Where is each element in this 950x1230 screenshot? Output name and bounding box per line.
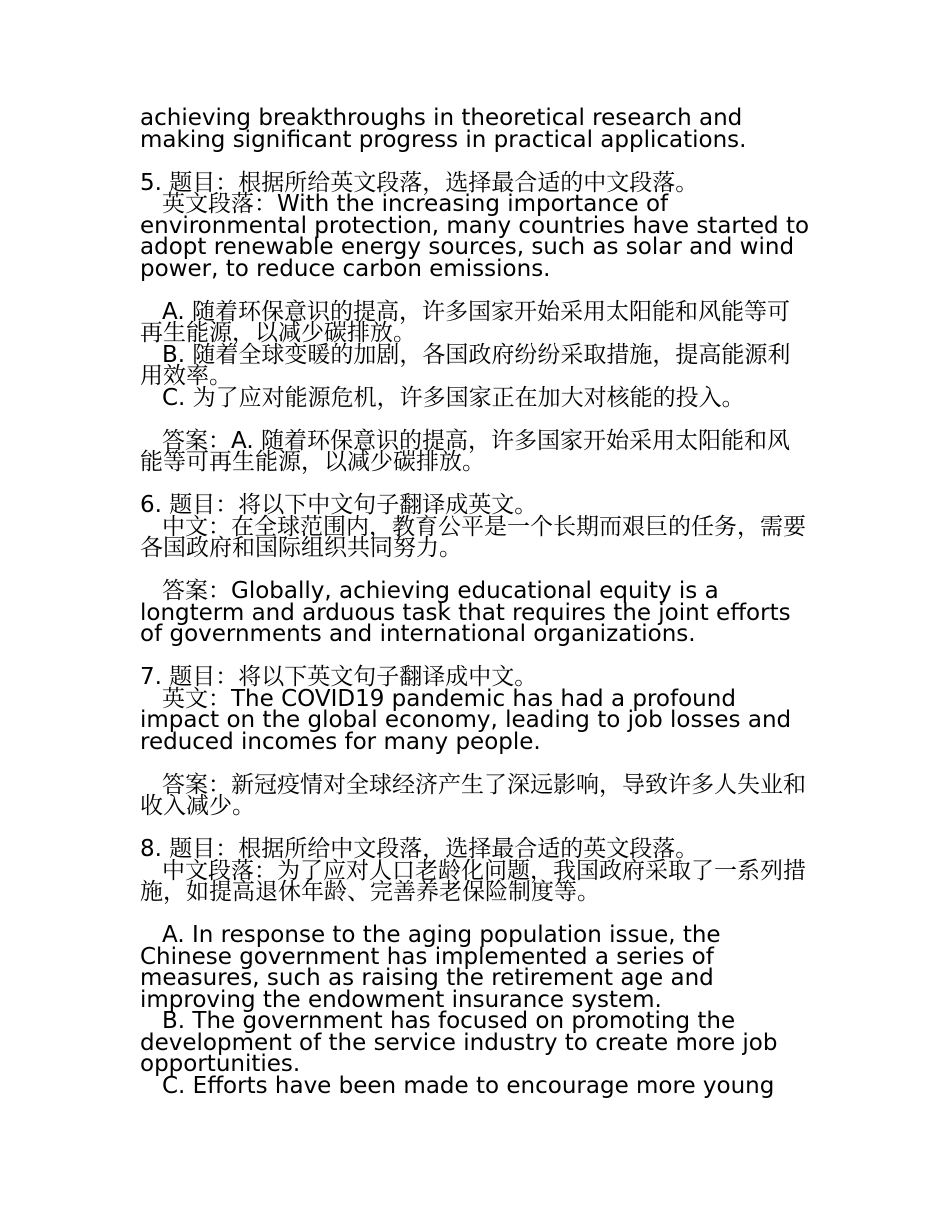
document-body (140, 105, 812, 1099)
document-paragraph: B. The government has focused on promoting the development of the service industry to create more job opportunities. (140, 1008, 778, 1077)
document-paragraph: 6. 题目：将以下中文句子翻译成英文。 (140, 492, 538, 518)
document-paragraph: A. 随着环保意识的提高，许多国家开始采用太阳能和风能等可再生能源，以减少碳排放。 (140, 298, 790, 346)
document-paragraph: 7. 题目：将以下英文句子翻译成中文。 (140, 664, 538, 690)
document-paragraph: 8. 题目：根据所给中文段落，选择最合适的英文段落。 (140, 836, 699, 862)
document-paragraph: A. In response to the aging population issue, the Chinese government has implemented a series of measures, such as raising the retirement age and improving the endowment insurance system. (140, 922, 721, 1013)
document-paragraph: 答案：Globally, achieving educational equity is a longterm and arduous task that requires the joint efforts of governments and international organizations. (140, 578, 791, 647)
document-paragraph: 5. 题目：根据所给英文段落，选择最合适的中文段落。 (140, 169, 699, 196)
document-paragraph: C. 为了应对能源危机，许多国家正在加大对核能的投入。 (162, 384, 745, 411)
document-paragraph: 中文段落：为了应对人口老龄化问题，我国政府采取了一系列措施，如提高退休年龄、完善养老保险制度等。 (140, 857, 806, 905)
document-paragraph: B. 随着全球变暖的加剧，各国政府纷纷采取措施，提高能源利用效率。 (140, 341, 791, 389)
document-paragraph: 英文段落：With the increasing importance of environmental protection, many countries have started to adopt renewable energy sources, such as solar and wind power, to reduce carbon emissions. (140, 191, 810, 282)
document-paragraph: 答案：新冠疫情对全球经济产生了深远影响，导致许多人失业和收入减少。 (140, 771, 806, 819)
document-paragraph: achieving breakthroughs in theoretical research and making significant progress in practical applications. (140, 105, 747, 153)
document-paragraph: 英文：The COVID19 pandemic has had a profound impact on the global economy, leading to job losses and reduced incomes for many people. (140, 685, 792, 755)
document-paragraph: 答案：A. 随着环保意识的提高，许多国家开始采用太阳能和风能等可再生能源，以减少碳排放。 (140, 427, 790, 475)
document-paragraph: 中文：在全球范围内，教育公平是一个长期而艰巨的任务，需要各国政府和国际组织共同努力。 (140, 513, 806, 561)
document-paragraph: C. Efforts have been made to encourage more young (162, 1072, 775, 1099)
